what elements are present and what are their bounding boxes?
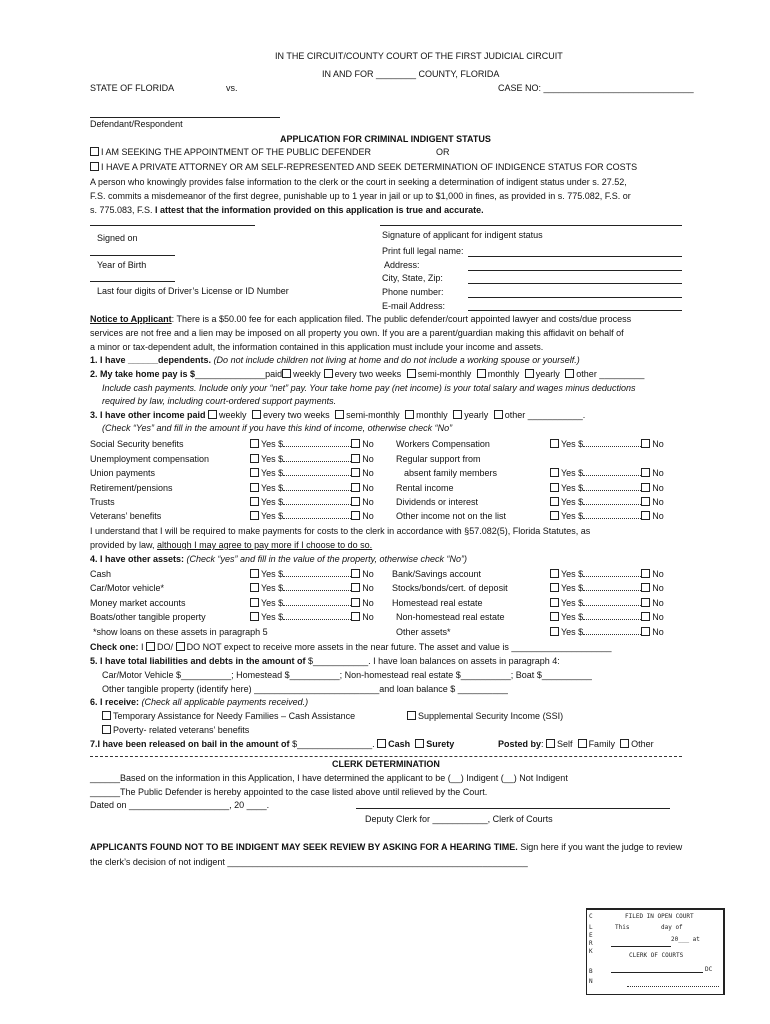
q3-other-checkbox[interactable] (494, 410, 503, 419)
divider (90, 756, 682, 757)
option-private-attorney[interactable]: I HAVE A PRIVATE ATTORNEY OR AM SELF-REPRESENTED AND SEEK DETERMINATION OF INDIGENCE STATUS FOR COSTS (90, 162, 637, 173)
name-line[interactable] (468, 256, 682, 257)
year-line[interactable] (90, 255, 175, 256)
stamp-line (611, 946, 671, 947)
income-yes-no[interactable]: Yes $ No (550, 497, 664, 508)
asset-yes-no[interactable]: Yes $ No (550, 583, 664, 594)
stamp-side-letter: C (589, 913, 593, 920)
deputy-clerk-label: Deputy Clerk for ___________, Clerk of Courts (365, 814, 553, 824)
defendant-label: Defendant/Respondent (90, 119, 183, 129)
posted-by-row[interactable]: Posted by: Self Family Other (498, 739, 654, 749)
vs-label: vs. (226, 83, 238, 93)
income-yes-no[interactable]: Yes $ No (550, 483, 664, 494)
income-yes-no[interactable]: Yes $ No (550, 511, 664, 522)
q3-semi-monthly-checkbox[interactable] (335, 410, 344, 419)
understand-line-1: I understand that I will be required to make payments for costs to the clerk in accordance with §57.082(5), Florida Statutes, as (90, 526, 591, 536)
do-checkbox[interactable] (146, 642, 155, 651)
warning-line-2: F.S. commits a misdemeanor of the first degree, punishable up to 1 year in jail or up to $1,000 in fines, as provided in s. 775.082, F.S. or (90, 191, 631, 201)
q3-note: (Check “Yes” and fill in the amount if you have this kind of income, otherwise check “No” (102, 423, 453, 433)
tanf-option[interactable]: Temporary Assistance for Needy Families – Cash Assistance (102, 711, 355, 722)
asset-yes-no[interactable]: Yes $ No (550, 627, 664, 638)
cash-checkbox[interactable] (377, 739, 386, 748)
case-number-field[interactable]: CASE NO: ______________________________ (498, 83, 694, 93)
q2-semi-monthly-checkbox[interactable] (407, 369, 416, 378)
stamp-day: day of (661, 924, 683, 931)
asset-yes-no[interactable]: Yes $ No (250, 569, 374, 580)
dl-line[interactable] (90, 281, 175, 282)
checkbox-private-attorney[interactable] (90, 162, 99, 171)
family-checkbox[interactable] (578, 739, 587, 748)
email-line[interactable] (468, 310, 682, 311)
stamp-side-letter: R (589, 940, 593, 947)
other-checkbox[interactable] (620, 739, 629, 748)
stamp-side-letter: L (589, 924, 593, 931)
surety-checkbox[interactable] (415, 739, 424, 748)
income-yes-no[interactable]: Yes $ No (250, 497, 374, 508)
q3-yearly-checkbox[interactable] (453, 410, 462, 419)
deputy-signature-line[interactable] (356, 808, 670, 809)
q7-bail[interactable]: 7.I have been released on bail in the amount of $_______________. Cash Surety (90, 739, 455, 749)
asset-yes-no[interactable]: Yes $ No (550, 569, 664, 580)
city-line[interactable] (468, 283, 682, 284)
email-label: E-mail Address: (382, 301, 446, 311)
notice-line-2: services are not free and a lien may be imposed on all property you own. If you are a parent/guardian making this affidavit on behalf of (90, 328, 624, 338)
stamp-clerk: CLERK OF COURTS (629, 952, 684, 959)
city-label: City, State, Zip: (382, 273, 443, 283)
q1-dependents[interactable]: 1. I have ______dependents. (Do not include children not living at home and do not include a working spouse or yourself.) (90, 355, 580, 365)
asset-yes-no[interactable]: Yes $ No (550, 612, 664, 623)
phone-line[interactable] (468, 297, 682, 298)
signed-on-line[interactable] (90, 225, 255, 226)
state-label: STATE OF FLORIDA (90, 83, 175, 93)
asset-row: Boats/other tangible property (90, 612, 206, 622)
or-label: OR (436, 147, 450, 157)
q2-other-checkbox[interactable] (565, 369, 574, 378)
asset-yes-no[interactable]: Yes $ No (250, 598, 374, 609)
filed-stamp (586, 908, 725, 995)
checkbox-public-defender[interactable] (90, 147, 99, 156)
asset-row: Bank/Savings account (392, 569, 482, 579)
county-heading: IN AND FOR ________ COUNTY, FLORIDA (322, 69, 500, 79)
income-row: Social Security benefits (90, 439, 184, 449)
signature-label: Signature of applicant for indigent status (382, 230, 543, 240)
ssi-checkbox[interactable] (407, 711, 416, 720)
veterans-checkbox[interactable] (102, 725, 111, 734)
option-public-defender[interactable]: I AM SEEKING THE APPOINTMENT OF THE PUBLIC DEFENDER (90, 147, 371, 158)
asset-row: Stocks/bonds/cert. of deposit (392, 583, 508, 593)
asset-yes-no[interactable]: Yes $ No (250, 612, 374, 623)
stamp-line (627, 986, 719, 987)
income-row: Trusts (90, 497, 115, 507)
check-one-row[interactable]: Check one: I DO/ DO NOT expect to receive more assets in the near future. The asset and value is ____________________ (90, 642, 612, 652)
clerk-determination-title: CLERK DETERMINATION (332, 759, 440, 769)
income-yes-no[interactable]: Yes $ No (550, 468, 664, 479)
asset-row: Car/Motor vehicle* (90, 583, 165, 593)
q3-every-two-weeks-checkbox[interactable] (252, 410, 261, 419)
stamp-dc: DC (705, 966, 713, 973)
stamp-side-letter: B (589, 968, 593, 975)
income-row: Union payments (90, 468, 156, 478)
signed-on-label: Signed on (97, 233, 138, 243)
q5-liabilities[interactable]: 5. I have total liabilities and debts in the amount of $___________. I have loan balances on assets in paragraph 4: (90, 656, 560, 666)
understand-line-2: provided by law, although I may agree to pay more if I choose to do so. (90, 540, 373, 550)
stamp-title: FILED IN OPEN COURT (625, 913, 694, 920)
signature-line[interactable] (380, 225, 682, 226)
income-row: Retirement/pensions (90, 483, 173, 493)
income-row: Regular support from (396, 454, 481, 464)
asset-row: Money market accounts (90, 598, 186, 608)
notice-line-1: Notice to Applicant: There is a $50.00 fee for each application filed. The public defender/court appointed lawyer and costs/due process (90, 314, 632, 324)
phone-label: Phone number: (382, 287, 444, 297)
review-line-1: APPLICANTS FOUND NOT TO BE INDIGENT MAY SEEK REVIEW BY ASKING FOR A HEARING TIME. Sign here if you want the judge to review (90, 842, 683, 852)
stamp-year: 20___ at (671, 936, 700, 943)
q3-other-income[interactable]: 3. I have other income paid weekly every two weeks semi-monthly monthly yearly other ___________. (90, 410, 586, 420)
address-label: Address: (384, 260, 420, 270)
q5-loans-line-1[interactable]: Car/Motor Vehicle $__________; Homestead $__________; Non-homestead real estate $__________; Boat $__________ (102, 670, 592, 680)
review-signature[interactable]: the clerk’s decision of not indigent ____________________________________________________________ (90, 857, 528, 867)
tanf-checkbox[interactable] (102, 711, 111, 720)
income-yes-no[interactable]: Yes $ No (250, 454, 374, 465)
income-row: Other income not on the list (396, 511, 507, 521)
q6-receive: 6. I receive: (Check all applicable payments received.) (90, 697, 309, 707)
asset-row: Homestead real estate (392, 598, 483, 608)
self-checkbox[interactable] (546, 739, 555, 748)
q4-assets: 4. I have other assets: (Check “yes” and fill in the value of the property, otherwise check “No”) (90, 554, 467, 564)
q2-note-2: required by law, including court-ordered support payments. (102, 396, 337, 406)
income-yes-no[interactable]: Yes $ No (250, 439, 374, 450)
q3-weekly-checkbox[interactable] (208, 410, 217, 419)
income-yes-no[interactable]: Yes $ No (250, 511, 374, 522)
asset-row: Other assets* (396, 627, 451, 637)
income-row: Dividends or interest (396, 497, 479, 507)
income-row: Unemployment compensation (90, 454, 210, 464)
income-row: Veterans’ benefits (90, 511, 162, 521)
income-yes-no[interactable]: Yes $ No (250, 483, 374, 494)
court-heading: IN THE CIRCUIT/COUNTY COURT OF THE FIRST JUDICIAL CIRCUIT (275, 51, 563, 61)
dated-on[interactable]: Dated on ____________________, 20 ____. (90, 800, 270, 810)
stamp-side-letter: E (589, 932, 593, 939)
clerk-line-2[interactable]: ______The Public Defender is hereby appointed to the case listed above until relieved by the Court. (90, 787, 488, 797)
q2-yearly-checkbox[interactable] (525, 369, 534, 378)
income-row: absent family members (404, 468, 498, 478)
q3-monthly-checkbox[interactable] (405, 410, 414, 419)
stamp-this: This (615, 924, 630, 931)
asset-loans-note: *show loans on these assets in paragraph 5 (93, 627, 268, 637)
income-row: Workers Compensation (396, 439, 490, 449)
notice-line-3: a minor or tax-dependent adult, the information contained in this application must include your income and assets. (90, 342, 544, 352)
q2-weekly-checkbox[interactable] (282, 369, 291, 378)
income-row: Rental income (396, 483, 454, 493)
asset-row: Cash (90, 569, 112, 579)
income-yes-no[interactable]: Yes $ No (550, 439, 664, 450)
asset-row: Non-homestead real estate (396, 612, 505, 622)
stamp-line (611, 972, 703, 973)
ssi-option[interactable]: Supplemental Security Income (SSI) (407, 711, 563, 722)
income-yes-no[interactable]: Yes $ No (250, 468, 374, 479)
clerk-line-1[interactable]: ______Based on the information in this Application, I have determined the applicant to be (__) Indigent (__) Not Indigent (90, 773, 568, 783)
year-of-birth-label: Year of Birth (97, 260, 147, 270)
warning-line-3: s. 775.083, F.S. I attest that the information provided on this application is true and accurate. (90, 205, 484, 215)
veterans-option[interactable]: Poverty- related veterans’ benefits (102, 725, 249, 736)
defendant-line[interactable] (90, 117, 280, 118)
asset-yes-no[interactable]: Yes $ No (550, 598, 664, 609)
address-line[interactable] (468, 270, 682, 271)
asset-yes-no[interactable]: Yes $ No (250, 583, 374, 594)
q2-monthly-checkbox[interactable] (477, 369, 486, 378)
q2-every-two-weeks-checkbox[interactable] (324, 369, 333, 378)
name-label: Print full legal name: (382, 246, 464, 256)
dl-label: Last four digits of Driver’s License or ID Number (97, 286, 289, 296)
q2-note-1: Include cash payments. Include only your “net” pay. Your take home pay (net income) is your total salary and wages minus deductions (102, 383, 636, 393)
warning-line-1: A person who knowingly provides false information to the clerk or the court in seeking a determination of indigent status under s. 27.52, (90, 177, 627, 187)
page-title: APPLICATION FOR CRIMINAL INDIGENT STATUS (280, 134, 491, 144)
stamp-side-letter: N (589, 978, 593, 985)
stamp-side-letter: K (589, 948, 593, 955)
q2-take-home-pay[interactable]: 2. My take home pay is $______________paid weekly every two weeks semi-monthly monthly yearly other _________ (90, 369, 645, 379)
do-not-checkbox[interactable] (176, 642, 185, 651)
q5-loans-line-2[interactable]: Other tangible property (identify here) _________________________and loan balance $ __________ (102, 684, 508, 694)
